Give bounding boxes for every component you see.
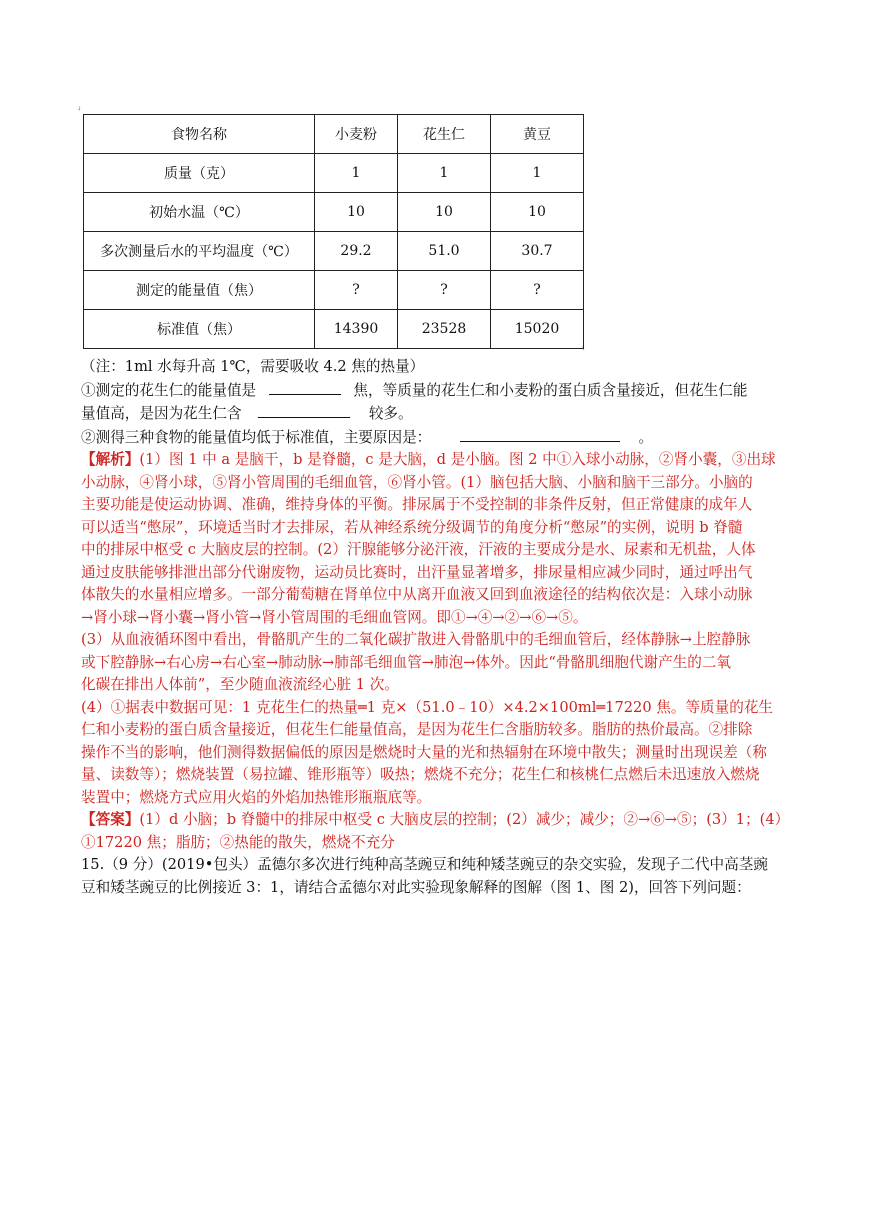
food-energy-table: [83, 114, 584, 349]
analysis-line: (3）从血液循环图中看出，骨骼肌产生的二氧化碳扩散进入骨骼肌中的毛细血管后，经体静脉→上腔静脉: [81, 631, 751, 648]
table-cell: 23528: [398, 310, 491, 349]
table-cell: 10: [315, 193, 398, 232]
q2-answer-blank[interactable]: [460, 426, 620, 442]
table-row: [84, 310, 584, 349]
q2-text-a: ②测得三种食物的能量值均低于标准值，主要原因是：: [81, 428, 432, 446]
q2-text-b: 。: [638, 428, 654, 446]
question-1-line-1: [81, 379, 793, 403]
table-cell: 1: [315, 154, 398, 193]
table-cell: 29.2: [315, 232, 398, 271]
analysis-line: 可以适当“憋尿”，环境适当时才去排尿，若从神经系统分级调节的角度分析“憋尿”的实例，说明 b 脊髓: [81, 518, 743, 536]
analysis-line: 【解析】(1）图 1 中 a 是脑干，b 是脊髓，c 是大脑，d 是小脑。图 2 中①入球小动脉，②肾小囊，③出球: [81, 451, 776, 468]
table-cell: 1: [491, 154, 584, 193]
analysis-line: 量、读数等）；燃烧装置（易拉罐、锥形瓶等）吸热；燃烧不充分；花生仁和核桃仁点燃后未迅速放入燃烧: [81, 766, 760, 783]
question-15-line: 15.（9 分）(2019•包头）孟德尔多次进行纯种高茎豌豆和纯种矮茎豌豆的杂交实验，发现子二代中高茎豌: [81, 856, 768, 873]
analysis-line: 或下腔静脉→右心房→右心室→肺动脉→肺部毛细血管→肺泡→体外。因此“骨骼肌细胞代谢产生的二氧: [81, 653, 731, 671]
table-cell: 10: [491, 193, 584, 232]
question-15: [81, 854, 793, 899]
q1-text-a: ①测定的花生仁的能量值是: [81, 381, 257, 399]
analysis-line: 装置中；燃烧方式应用火焰的外焰加热锥形瓶瓶底等。: [81, 788, 432, 806]
answer-line: 【答案】(1）d 小脑；b 脊髓中的排尿中枢受 c 大脑皮层的控制；(2）减少；减少；②→⑥→⑤；(3）1；(4）: [81, 811, 790, 828]
table-cell: 质量（克）: [84, 154, 315, 193]
question-1-line-2: [81, 402, 793, 426]
table-row: [84, 271, 584, 310]
analysis-line: 操作不当的影响，他们测得数据偏低的原因是燃烧时大量的光和热辐射在环境中散失；测量时出现误差（称: [81, 743, 767, 761]
table-header-cell: 花生仁: [398, 115, 491, 154]
table-note: （注：1ml 水每升高 1℃，需要吸收 4.2 焦的热量）: [81, 358, 425, 375]
table-corner-mark: ┐: [582, 344, 586, 351]
table-row: [84, 232, 584, 271]
q1-answer-blank-2[interactable]: [258, 402, 350, 418]
table-cell: 标准值（焦）: [84, 310, 315, 349]
analysis-tag: 【解析】: [81, 451, 140, 468]
answer-tag: 【答案】: [81, 811, 140, 828]
question-2-line: [81, 426, 793, 450]
table-row: [84, 193, 584, 232]
table-header-row: [84, 115, 584, 154]
analysis-line: 主要功能是使运动协调、准确，维持身体的平衡。排尿属于不受控制的非条件反射，但正常健康的成年人: [81, 496, 753, 513]
table-cell: ?: [315, 271, 398, 310]
analysis-line: (4）①据表中数据可见：1 克花生仁的热量═1 克×（51.0﹣10）×4.2×100ml═17220 焦。等质量的花生: [81, 698, 774, 716]
table-cell: 初始水温（℃）: [84, 193, 315, 232]
analysis-line: 化碳在排出人体前”，至少随血液流经心脏 1 次。: [81, 676, 399, 693]
table-header-cell: 食物名称: [84, 115, 315, 154]
table-cell: ?: [398, 271, 491, 310]
table-cell: 多次测量后水的平均温度（℃）: [84, 232, 315, 271]
answer-line: ①17220 焦；脂肪；②热能的散失，燃烧不充分: [81, 833, 395, 851]
table-cell: 测定的能量值（焦）: [84, 271, 315, 310]
table-cell: 1: [398, 154, 491, 193]
table-corner-mark: ┘: [78, 107, 82, 114]
table-cell: 30.7: [491, 232, 584, 271]
analysis-line: →肾小球→肾小囊→肾小管→肾小管周围的毛细血管网。即①→④→②→⑥→⑤。: [81, 608, 588, 626]
table-header-cell: 黄豆: [491, 115, 584, 154]
question-15-line: 豆和矮茎豌豆的比例接近 3：1，请结合孟德尔对此实验现象解释的图解（图 1、图 2)，回答下列问题：: [81, 878, 751, 896]
q1-text-b: 焦，等质量的花生仁和小麦粉的蛋白质含量接近，但花生仁能: [353, 381, 748, 399]
analysis-line: 通过皮肤能够排泄出部分代谢废物，运动员比赛时，出汗量显著增多，排尿量相应减少同时，通过呼出气: [81, 563, 753, 581]
table-cell: 14390: [315, 310, 398, 349]
q1-text-c: 量值高，是因为花生仁含: [81, 405, 242, 422]
analysis-line: 体散失的水量相应增多。一部分葡萄糖在肾单位中从离开血液又回到血液途径的结构依次是：入球小动脉: [81, 586, 753, 603]
analysis-line: 中的排尿中枢受 c 大脑皮层的控制。(2）汗腺能够分泌汗液，汗液的主要成分是水、尿素和无机盐，人体: [81, 541, 756, 558]
q1-answer-blank-1[interactable]: [269, 379, 341, 395]
question-block: [81, 356, 793, 899]
table-cell: 15020: [491, 310, 584, 349]
table-row: [84, 154, 584, 193]
analysis-line: 仁和小麦粉的蛋白质含量接近，但花生仁能量值高，是因为花生仁含脂肪较多。脂肪的热价最高。②排除: [81, 721, 753, 738]
table-cell: 10: [398, 193, 491, 232]
table-cell: 51.0: [398, 232, 491, 271]
answer-section: [81, 809, 793, 854]
q1-text-d: 较多。: [368, 405, 413, 422]
table-cell: ?: [491, 271, 584, 310]
analysis-section: [81, 449, 793, 809]
table-header-cell: 小麦粉: [315, 115, 398, 154]
analysis-line: 小动脉，④肾小球，⑤肾小管周围的毛细血管，⑥肾小管。(1）脑包括大脑、小脑和脑干三部分。小脑的: [81, 473, 753, 491]
